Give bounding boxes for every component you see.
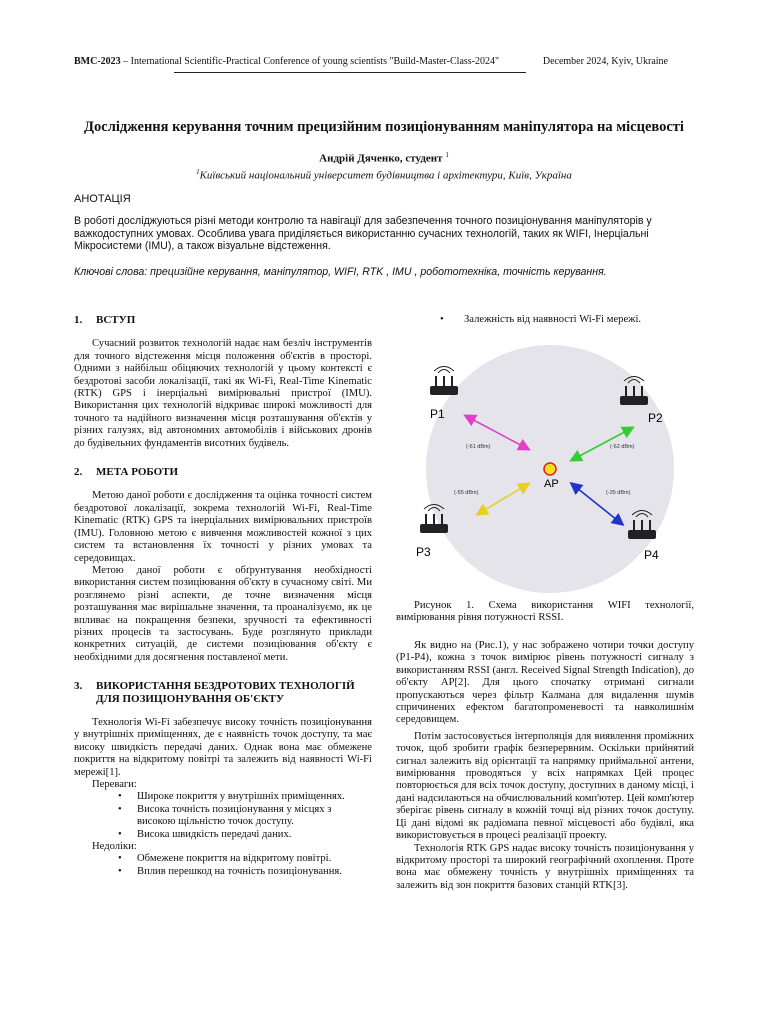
rssi-value: (-61 dBm) [466,444,491,450]
list-item: • Висока точність позиціонування у місцях з високою щільністю точок доступу. [74,804,372,829]
author-name: Андрій Дяченко, студент [319,152,443,165]
bullet-icon: • [440,314,444,325]
list-item: • Обмежене покриття на відкритому повітрі. [74,853,372,865]
affiliation-line [74,168,694,182]
access-point-object [544,463,556,475]
paper-title: Дослідження керування точним прецизійним позиціонуванням маніпулятора на місцевості [84,119,684,135]
router-icon [430,367,458,396]
author-line [74,151,694,165]
section-3-heading [74,680,372,705]
section-1-heading [74,314,372,326]
affiliation-sup: 1 [196,168,200,176]
right-paragraph-2: Потім застосовується інтерполяція для виявлення проміжних точок, щоб зробити графік безперервним. Оскільки прийнятий сигнал залежить від орієнтації та напрямку приймальної антени, вимірювання проводяться у всіх напрямках Цей процес повторюється для всіх точок доступу, доступних в даному місці, і дані надсилаються на обчислювальний комп'ютер. Цей комп'ютер зберігає рівень сигналу в кожній точці від різних точок доступу. Ці дані відомі як радіомапа певної місцевості або будівлі, яка використовується в процесі реалізації проекту. [396,730,694,842]
abstract-heading: АНОТАЦІЯ [74,193,131,205]
rssi-value: (-55 dBm) [454,490,479,496]
ap-label: AP [544,478,559,490]
rssi-value: (-35 dBm) [606,490,631,496]
abstract-text: В роботі досліджуються різні методи контролю та навігації для забезпечення точного позиціонування маніпуляторів у важкодоступних умовах. Особлива увага приділяється використанню сучасних технологій, таких як WIFI, Інерціальні Мікросистеми (IMU), а також візуальне відстеження. [74,215,652,252]
section-2-number: 2. [74,466,83,479]
list-item: • Широке покриття у внутрішніх приміщеннях. [74,791,372,803]
right-paragraph-1: Як видно на (Рис.1), у нас зображено чотири точки доступу (P1-P4), кожна з точок вимірює рівень потужності сигналу з використанням RSSI (англ. Received Signal Strength Indication), до об'єкту AP[2]. Для цього спочатку отримані сигнали пропускаються через фільтр Калмана для видалення шумів спричинених ефектом багатопроменевості та навколишнім середовищем. [396,640,694,726]
keywords: Ключові слова: прецизійне керування, маніпулятор, WIFI, RTK , IMU , робототехніка, точність керування. [74,266,607,278]
left-column [74,314,372,878]
header-divider [174,72,526,73]
section-1-title: ВСТУП [96,314,136,326]
section-3-number: 3. [74,680,83,693]
section-2-paragraph-1: Метою даної роботи є дослідження та оцінка точності систем бездротової локалізації, зокрема технологій Wi-Fi, Real-Time Kinematic (RTK) GPS та інерціальних вимірювальних пристроїв (IMU). Головною метою є вивчення можливостей кожної з цих систем та встановлення їх точності у різних умовах та середовищах. [74,490,372,564]
section-3-title-line-1: ВИКОРИСТАННЯ БЕЗДРОТОВИХ ТЕХНОЛОГІЙ [96,680,355,693]
section-1-paragraph: Сучасний розвиток технологій надає нам безліч інструментів для точного відстеження місця положення об'єктів в просторі. Одними з найбільш обіцяючих технологій у цьому контексті є бездротові засоби локалізації, такі як Wi-Fi, Real-Time Kinematic (RTK) GPS і інерціальні вимірювальні пристрої (IMU). Використання цих технологій відкриває широкі можливості для точного та надійного визначення місця розташування об'єктів у різних галузях, від автономних автомобілів і військових дронів до будівельних фундаментів висотних будівель. [74,338,372,449]
header-conf-code: BMC-2023 [74,56,121,67]
author-sup: 1 [445,151,449,159]
list-item: • Висока швидкість передачі даних. [74,829,372,841]
figure-caption [396,600,694,625]
section-2-heading [74,466,372,478]
header-left [74,56,499,67]
header-date: December 2024, Kyiv, Ukraine [542,56,668,67]
access-point-label: P1 [430,407,445,421]
right-paragraph-3: Технологія RTK GPS надає високу точність позиціонування у відкритому просторі та широкий географічний охоплення. Проте вона має обмежену точність у внутрішніх приміщеннях та залежить від зон покриття базових станцій RTK[3]. [396,842,694,891]
rssi-value: (-62 dBm) [610,444,635,450]
wifi-rssi-diagram [386,344,702,594]
right-bullet [396,314,641,325]
disadvantages-list [74,853,372,878]
right-column [396,640,694,892]
list-item: • Вплив перешкод на точність позиціонування. [74,866,372,878]
access-point-label: P4 [644,548,659,562]
advantages-label: Переваги: [92,779,137,790]
figure-caption-text: Рисунок 1. Схема використання WIFI технології, вимірювання рівня потужності RSSI. [396,600,694,624]
section-3-paragraph: Технологія Wi-Fi забезпечує високу точність позиціонування у внутрішніх приміщеннях, де є наявність точок доступу, та має високу швидкість передачі даних. Однак вона має обмежене покриття на відкритому повітрі та залежить від наявності Wi-Fi мережі[1]. [74,716,372,778]
section-2-title: МЕТА РОБОТИ [96,466,179,479]
advantages-list [74,791,372,841]
access-point-label: P2 [648,411,663,425]
section-1-number: 1. [74,314,83,326]
section-2-paragraph-2: Метою даної роботи є обґрунтування необхідності використання систем позиціювання об'єкту в сучасному світі. Ми розглянемо різні аспекти, де точне визначення місця розташування має вирішальне значення, та проаналізуємо, як це впливає на покращення безпеки, зручності та ефективності різних процесів та застосувань. Буде розглянуто приклади конкретних ситуацій, де системи позиціювання об'єкту є необхідними для досягнення поставленої мети. [74,564,372,663]
header-conf-name: – International Scientific-Practical Conference of young scientists "Build-Master-Class-2024" [120,56,500,67]
section-3-title-line-2: ДЛЯ ПОЗИЦІОНУВАННЯ ОБ'ЄКТУ [96,692,285,705]
right-bullet-text: Залежність від наявності Wi-Fi мережі. [464,314,642,325]
affiliation: Київський національний університет будівництва і архітектури, Київ, Україна [199,169,572,182]
disadvantages-label: Недоліки: [92,841,137,853]
access-point-label: P3 [416,545,431,559]
